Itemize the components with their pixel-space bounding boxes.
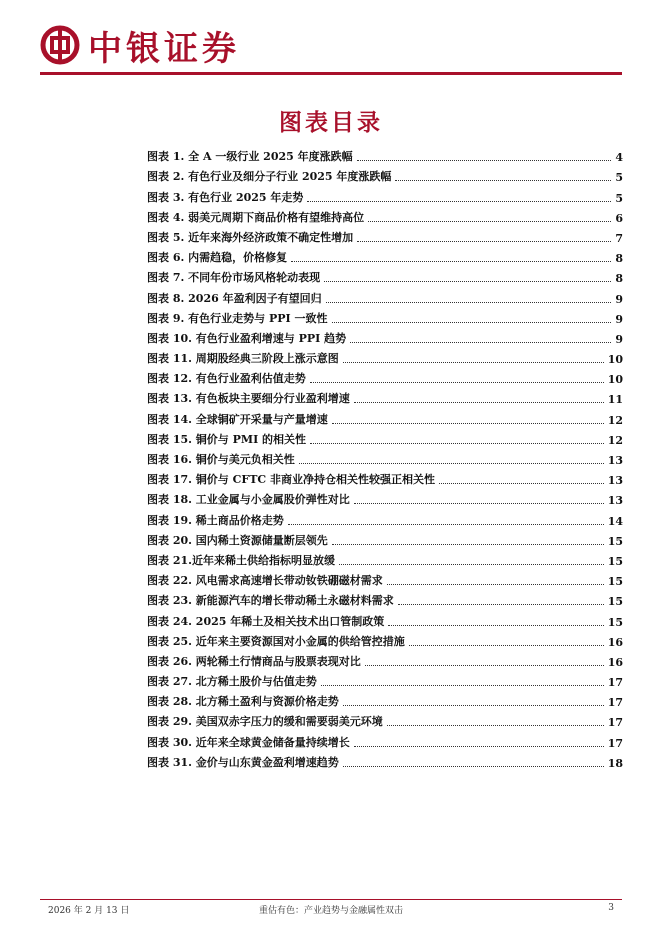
toc-item-page: 5 — [615, 191, 623, 205]
toc-item-label: 图表 16. 铜价与美元负相关性 — [147, 453, 295, 466]
toc-item[interactable] — [147, 528, 623, 548]
toc-item-page: 9 — [615, 312, 623, 326]
toc-item-page: 16 — [607, 635, 623, 649]
toc-leader-dots — [409, 645, 604, 646]
toc-item-page: 13 — [607, 474, 623, 488]
toc-item[interactable] — [147, 729, 623, 749]
toc-item[interactable] — [147, 306, 623, 326]
toc-item-label: 图表 20. 国内稀土资源储量断层领先 — [147, 533, 328, 547]
toc-item[interactable] — [147, 487, 623, 507]
toc-item[interactable] — [147, 326, 623, 346]
toc-item-label: 图表 21.近年来稀土供给指标明显放缓 — [147, 553, 335, 567]
toc-item-page: 17 — [607, 716, 623, 730]
header — [40, 22, 240, 68]
toc-item-page: 10 — [607, 353, 623, 367]
toc-item-label: 图表 17. 铜价与 CFTC 非商业净持仓相关性较强正相关性 — [147, 473, 435, 487]
toc-item-label: 图表 1. 全 A 一级行业 2025 年度涨跌幅 — [147, 150, 353, 164]
toc-item-page: 16 — [607, 655, 623, 669]
toc-item-label: 图表 27. 北方稀土股价与估值走势 — [147, 675, 317, 689]
toc-item-page: 15 — [607, 615, 623, 629]
toc-item[interactable] — [147, 406, 623, 426]
toc-leader-dots — [354, 746, 604, 747]
footer-page-number: 3 — [608, 903, 614, 913]
toc-item-page: 8 — [615, 252, 623, 266]
toc-item-page: 11 — [607, 393, 623, 407]
toc-item-page: 13 — [607, 494, 623, 508]
toc-item-label: 图表 2. 有色行业及细分子行业 2025 年度涨跌幅 — [147, 170, 392, 184]
toc-leader-dots — [354, 503, 604, 504]
toc-leader-dots — [387, 584, 604, 585]
toc-item[interactable] — [147, 689, 623, 709]
header-divider — [40, 72, 622, 75]
toc-item-label: 图表 19. 稀土商品价格走势 — [147, 513, 284, 527]
toc-item[interactable] — [147, 709, 623, 729]
toc-item-label: 图表 23. 新能源汽车的增长带动稀土永磁材料需求 — [147, 594, 394, 608]
toc-item[interactable] — [147, 649, 623, 669]
toc-leader-dots — [357, 160, 612, 161]
toc-leader-dots — [339, 564, 604, 565]
toc-item-label: 图表 6. 内需趋稳，价格修复 — [147, 251, 288, 265]
toc-leader-dots — [332, 423, 604, 424]
toc-leader-dots — [439, 483, 604, 484]
toc-item-page: 9 — [615, 332, 623, 346]
toc-item[interactable] — [147, 225, 623, 245]
toc-item-page: 15 — [607, 534, 623, 548]
toc-item[interactable] — [147, 467, 623, 487]
toc-item[interactable] — [147, 447, 623, 467]
bank-logo-icon — [40, 25, 80, 65]
toc-leader-dots — [324, 281, 611, 282]
toc-item-label: 图表 18. 工业金属与小金属股价弹性对比 — [147, 493, 350, 507]
toc-item-page: 6 — [615, 211, 623, 225]
toc-item-label: 图表 10. 有色行业盈利增速与 PPI 趋势 — [147, 331, 347, 345]
toc-leader-dots — [368, 221, 611, 222]
toc-leader-dots — [350, 342, 611, 343]
toc-item-page: 7 — [615, 231, 623, 245]
toc-item-label: 图表 26. 两轮稀土行情商品与股票表现对比 — [147, 654, 361, 668]
toc-leader-dots — [357, 241, 611, 242]
toc-item[interactable] — [147, 548, 623, 568]
toc-item-label: 图表 12. 有色行业盈利估值走势 — [147, 372, 306, 386]
toc-item-label: 图表 29. 美国双赤字压力的缓和需要弱美元环境 — [147, 715, 383, 729]
toc-item-label: 图表 25. 近年来主要资源国对小金属的供给管控措施 — [147, 634, 405, 648]
toc-item-label: 图表 5. 近年来海外经济政策不确定性增加 — [147, 230, 354, 244]
toc-item[interactable] — [147, 366, 623, 386]
toc-leader-dots — [310, 382, 604, 383]
toc-item-label: 图表 9. 有色行业走势与 PPI 一致性 — [147, 311, 328, 325]
toc-item[interactable] — [147, 245, 623, 265]
toc-leader-dots — [343, 362, 604, 363]
toc-item-label: 图表 14. 全球铜矿开采量与产量增速 — [147, 412, 328, 426]
toc-item-page: 13 — [607, 454, 623, 467]
toc-item-page: 17 — [607, 696, 623, 710]
toc-leader-dots — [288, 524, 604, 525]
toc-leader-dots — [299, 463, 604, 464]
toc-item-page: 18 — [607, 756, 623, 770]
toc-item[interactable] — [147, 386, 623, 406]
toc-item[interactable] — [147, 184, 623, 204]
toc-item-page: 17 — [607, 736, 623, 750]
toc-item-page: 12 — [607, 433, 623, 447]
toc-leader-dots — [307, 201, 611, 202]
toc-item-page: 15 — [607, 595, 623, 609]
footer-divider — [40, 899, 622, 900]
toc-item-label: 图表 8. 2026 年盈利因子有望回归 — [147, 291, 322, 305]
toc-item-label: 图表 28. 北方稀土盈利与资源价格走势 — [147, 695, 339, 709]
toc-item-label: 图表 24. 2025 年稀土及相关技术出口管制政策 — [147, 614, 385, 628]
toc-item-label: 图表 7. 不同年份市场风格轮动表现 — [147, 271, 321, 285]
brand-name: 中银证券 — [88, 28, 240, 69]
toc-item-label: 图表 15. 铜价与 PMI 的相关性 — [147, 432, 307, 446]
footer-report-title: 重估有色：产业趋势与金融属性双击 — [258, 906, 403, 916]
toc-leader-dots — [326, 302, 612, 303]
toc-item-page: 4 — [615, 151, 623, 165]
toc-item[interactable] — [147, 144, 623, 164]
toc-leader-dots — [343, 705, 604, 706]
toc-item-page: 12 — [607, 413, 623, 427]
toc-item-page: 15 — [607, 575, 623, 589]
toc-item-page: 5 — [615, 171, 623, 185]
toc-item[interactable] — [147, 750, 623, 770]
toc-item-label: 图表 4. 弱美元周期下商品价格有望维持高位 — [147, 210, 365, 224]
toc-item-page: 9 — [615, 292, 623, 306]
toc-leader-dots — [343, 766, 604, 767]
toc-leader-dots — [398, 604, 604, 605]
toc-item-page: 10 — [607, 373, 623, 387]
toc-item[interactable] — [147, 507, 623, 527]
toc-item[interactable] — [147, 629, 623, 649]
toc-leader-dots — [332, 322, 612, 323]
toc-item[interactable] — [147, 164, 623, 184]
toc-item[interactable] — [147, 346, 623, 366]
toc-item[interactable] — [147, 608, 623, 628]
toc-leader-dots — [332, 544, 604, 545]
toc-leader-dots — [321, 685, 604, 686]
toc-leader-dots — [354, 402, 604, 403]
toc-leader-dots — [388, 625, 603, 626]
toc-leader-dots — [365, 665, 604, 666]
footer-date: 2026 年 2 月 13 日 — [48, 906, 130, 916]
toc-list — [147, 144, 623, 770]
toc-item[interactable] — [147, 427, 623, 447]
toc-item-label: 图表 3. 有色行业 2025 年走势 — [147, 190, 304, 204]
toc-item-page: 17 — [607, 676, 623, 690]
toc-item-page: 8 — [615, 272, 623, 286]
toc-leader-dots — [395, 180, 611, 181]
toc-item-label: 图表 30. 近年来全球黄金储备量持续增长 — [147, 735, 350, 749]
toc-leader-dots — [291, 261, 611, 262]
toc-item-page: 14 — [607, 514, 623, 528]
page-title: 图表目录 — [279, 110, 383, 136]
toc-item-label: 图表 31. 金价与山东黄金盈利增速趋势 — [147, 755, 339, 769]
toc-item-page: 15 — [607, 554, 623, 568]
toc-item[interactable] — [147, 568, 623, 588]
toc-item-label: 图表 22. 风电需求高速增长带动钕铁硼磁材需求 — [147, 574, 383, 588]
toc-item[interactable] — [147, 205, 623, 225]
toc-item[interactable] — [147, 265, 623, 285]
toc-item-label: 图表 13. 有色板块主要细分行业盈利增速 — [147, 392, 350, 406]
toc-leader-dots — [387, 725, 604, 726]
toc-item[interactable] — [147, 285, 623, 305]
toc-item-label: 图表 11. 周期股经典三阶段上涨示意图 — [147, 352, 339, 366]
toc-item[interactable] — [147, 588, 623, 608]
toc-item[interactable] — [147, 669, 623, 689]
toc-leader-dots — [310, 443, 604, 444]
